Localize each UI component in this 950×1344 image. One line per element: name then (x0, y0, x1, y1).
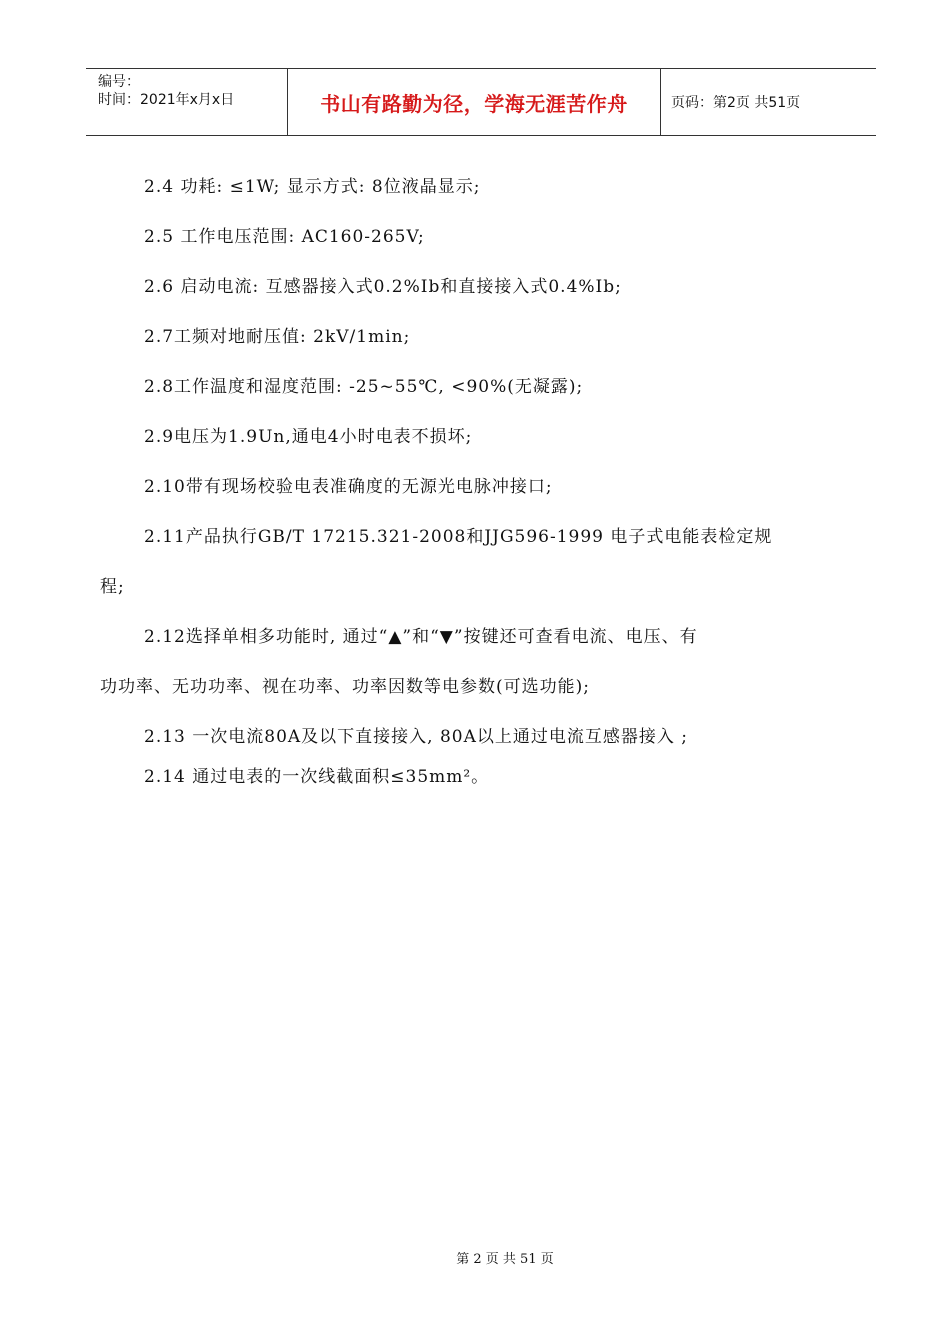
page-footer: 第 2 页 共 51 页 (456, 1252, 554, 1267)
header-meta (86, 69, 288, 135)
document-date: 时间：2021年x月x日 (98, 92, 235, 108)
spec-2-7: 2.7工频对地耐压值: 2kV/1min; (144, 327, 411, 347)
spec-2-6: 2.6 启动电流: 互感器接入式0.2%Ib和直接接入式0.4%Ib; (144, 277, 622, 297)
spec-2-4: 2.4 功耗: ≤1W; 显示方式: 8位液晶显示; (144, 177, 481, 197)
spec-2-11: 2.11产品执行GB/T 17215.321-2008和JJG596-1999 电子式电能表检定规 (144, 527, 773, 547)
spec-2-10: 2.10带有现场校验电表准确度的无源光电脉冲接口; (144, 477, 553, 497)
header-motto: 书山有路勤为径，学海无涯苦作舟 (288, 69, 661, 135)
spec-2-11-continued: 程; (100, 577, 125, 597)
spec-2-13: 2.13 一次电流80A及以下直接接入, 80A以上通过电流互感器接入 ; (144, 727, 689, 747)
spec-2-14: 2.14 通过电表的一次线截面积≤35mm²。 (144, 767, 490, 787)
spec-2-9: 2.9电压为1.9Un,通电4小时电表不损坏; (144, 427, 473, 447)
page-header (86, 68, 876, 136)
spec-2-12: 2.12选择单相多功能时, 通过“▲”和“▼”按键还可查看电流、电压、有 (144, 627, 698, 647)
header-page-info: 页码：第2页 共51页 (671, 95, 801, 111)
document-number-label: 编号： (98, 74, 140, 90)
spec-2-8: 2.8工作温度和湿度范围: -25~55℃, <90%(无凝露); (144, 377, 584, 397)
spec-2-12-continued: 功功率、无功功率、视在功率、功率因数等电参数(可选功能); (100, 677, 590, 697)
spec-2-5: 2.5 工作电压范围: AC160-265V; (144, 227, 425, 247)
